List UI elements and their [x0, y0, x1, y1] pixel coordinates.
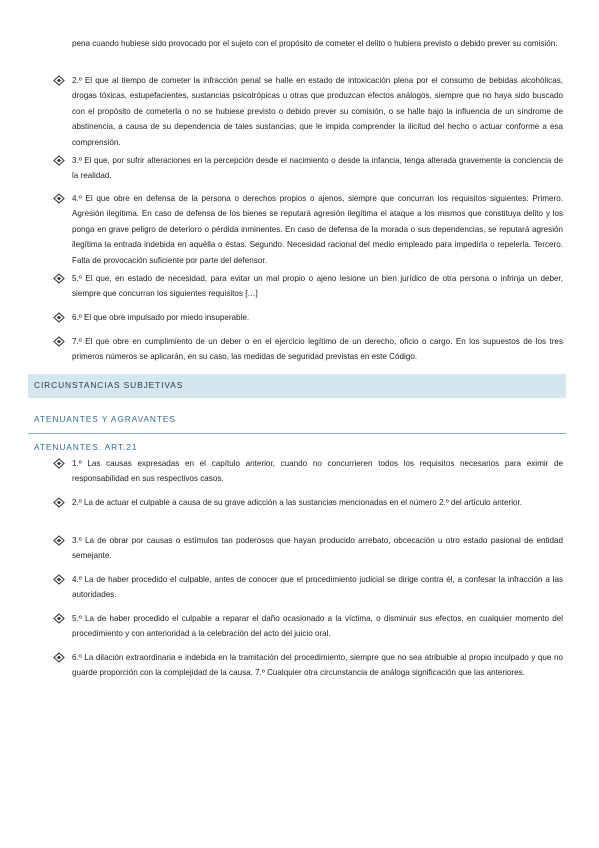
diamond-bullet-icon [52, 535, 66, 546]
list-item-text: 1.º Las causas expresadas en el capítulo anterior, cuando no concurrieren todos los requisitos necesarios para eximir de responsabilidad en sus respectivos casos. [72, 459, 563, 484]
list-item [52, 533, 563, 564]
list-item-text: 4.º La de haber procedido el culpable, antes de conocer que el procedimiento judicial se dirige contra él, a confesar la infracción a las autoridades. [72, 575, 563, 600]
diamond-bullet-icon [52, 193, 66, 204]
list-item-text: 2.º El que al tiempo de cometer la infracción penal se halle en estado de intoxicación plena por el consumo de bebidas alcohólicas, drogas tóxicas, estupefacientes, sustancias psicotrópicas u otras que produzcan efectos análogos, siempre que no haya sido buscado con el propósito de cometerla o no se hubiese previsto o debido prever su comisión, o se halle bajo la influencia de un síndrome de abstinencia, a causa de su dependencia de tales sustancias, que le impida comprender la ilicitud del hecho o actuar conforme a esa comprensión. [72, 76, 563, 147]
diamond-bullet-icon [52, 312, 66, 323]
diamond-bullet-icon [52, 75, 66, 86]
divider [28, 433, 566, 434]
list-item-text: 3.º La de obrar por causas o estímulos tan poderosos que hayan producido arrebato, obcecación u otro estado pasional de entidad semejante. [72, 536, 563, 561]
list-item-text: 5.º La de haber procedido el culpable a reparar el daño ocasionado a la víctima, o disminuir sus efectos, en cualquier momento del procedimiento y con anterioridad a la celebración del acto del juicio oral. [72, 614, 563, 639]
diamond-bullet-icon [52, 273, 66, 284]
list-item-text: 3.º El que, por sufrir alteraciones en la percepción desde el nacimiento o desde la infancia, tenga alterada gravemente la conciencia de la realidad. [72, 156, 563, 181]
section-title: CIRCUNSTANCIAS SUBJETIVAS [34, 380, 184, 390]
section-header-bar [28, 374, 566, 398]
diamond-bullet-icon [52, 336, 66, 347]
list-item [52, 73, 563, 150]
list-item-text: 6.º El que obre impulsado por miedo insuperable. [72, 313, 250, 322]
list-item-text: 2.º La de actuar el culpable a causa de su grave adicción a las sustancias mencionadas en el número 2.º del artículo anterior. [72, 498, 522, 507]
diamond-bullet-icon [52, 574, 66, 585]
diamond-bullet-icon [52, 497, 66, 508]
list-item-text: 6.º La dilación extraordinaria e indebida en la tramitación del procedimiento, siempre que no sea atribuible al propio inculpado y que no guarde proporción con la complejidad de la causa. 7.º Cualquier otra circunstancia de análoga significación que las anteriores. [72, 653, 563, 678]
atenuantes-heading: ATENUANTES. ART.21 [34, 442, 138, 452]
list-item-text: 5.º El que, en estado de necesidad, para evitar un mal propio o ajeno lesione un bien jurídico de otra persona o infrinja un deber, siempre que concurran los siguientes requisitos […] [72, 274, 563, 299]
list-item [52, 572, 563, 603]
list-item [52, 650, 563, 681]
diamond-bullet-icon [52, 155, 66, 166]
list-item [52, 611, 563, 642]
list-item [52, 334, 563, 365]
diamond-bullet-icon [52, 652, 66, 663]
continuation-paragraph: pena cuando hubiese sido provocado por el sujeto con el propósito de cometer el delito o hubiera previsto o debido prever su comisión. [72, 39, 558, 48]
diamond-bullet-icon [52, 613, 66, 624]
list-item [52, 271, 563, 302]
list-item [52, 310, 563, 325]
list-item [52, 153, 563, 184]
list-item [52, 456, 563, 487]
list-item-text: 7.º El que obre en cumplimiento de un deber o en el ejercicio legítimo de un derecho, oficio o cargo. En los supuestos de los tres primeros números se aplicarán, en su caso, las medidas de seguridad previstas en este Código. [72, 337, 563, 362]
list-item-text: 4.º El que obre en defensa de la persona o derechos propios o ajenos, siempre que concurran los requisitos siguientes: Primero. Agresión ilegítima. En caso de defensa de los bienes se reputará agresión ilegítima el ataque a los mismos que constituya delito y los ponga en grave peligro de deterioro o pérdida inminentes. En caso de defensa de la morada o sus dependencias, se reputará agresión ilegítima la entrada indebida en aquélla o éstas. Segundo. Necesidad racional del medio empleado para impedirla o repelerla. Tercero. Falta de provocación suficiente por parte del defensor. [72, 194, 563, 265]
diamond-bullet-icon [52, 458, 66, 469]
list-item [52, 191, 563, 268]
subsection-title: ATENUANTES Y AGRAVANTES [34, 414, 176, 424]
list-item [52, 495, 563, 510]
